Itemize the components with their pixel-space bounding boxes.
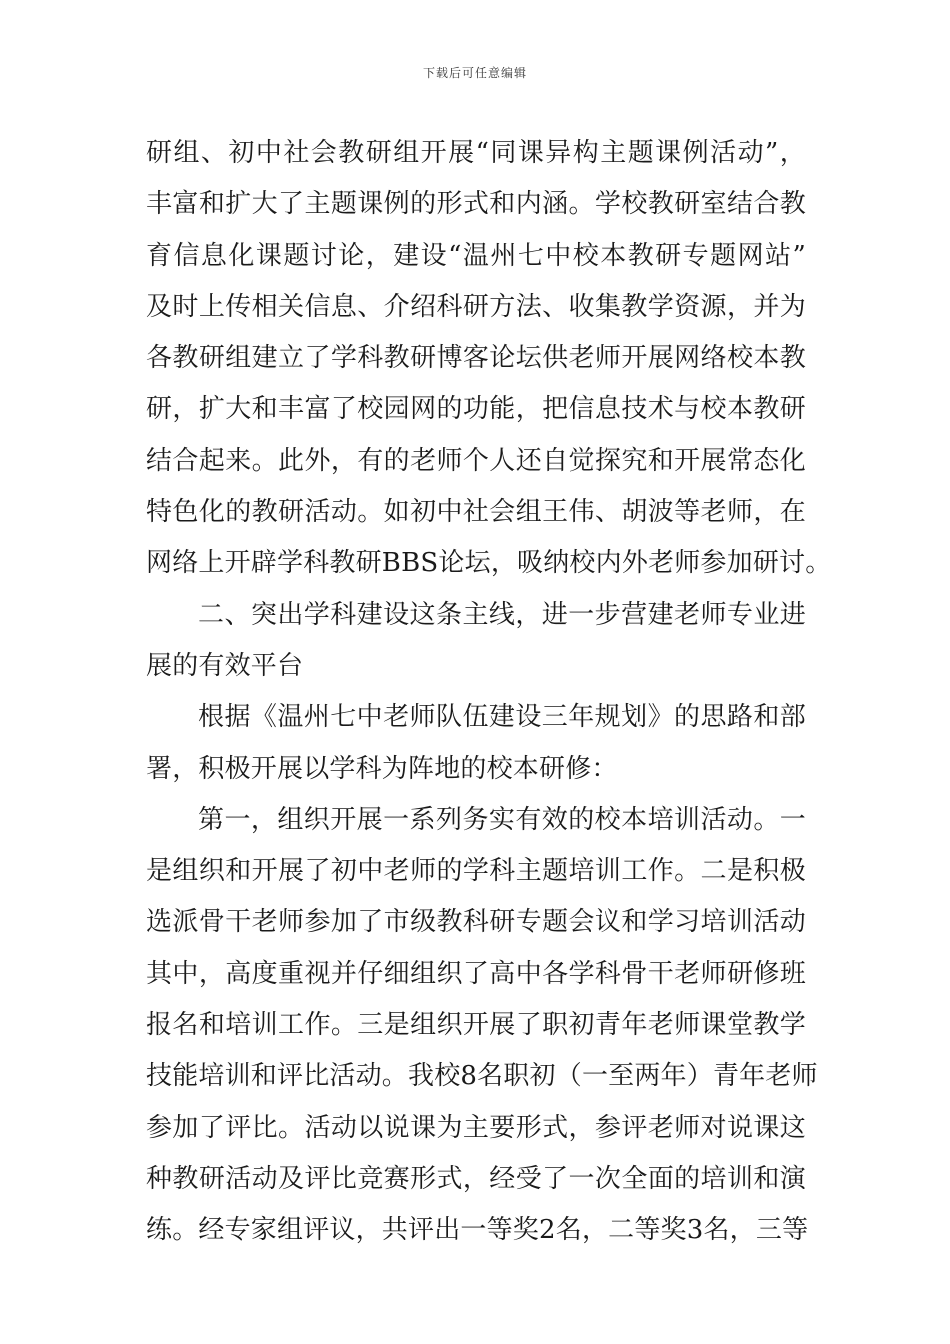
text-line: 展的有效平台: [146, 650, 304, 681]
text-line: 根据《温州七中老师队伍建设三年规划》的思路和部: [198, 702, 806, 733]
page-header: 下载后可任意编辑: [422, 66, 527, 80]
text-line: 种教研活动及评比竞赛形式，经受了一次全面的培训和演: [146, 1163, 806, 1194]
text-line: 是组织和开展了初中老师的学科主题培训工作。二是积极: [146, 856, 806, 887]
text-line: 研，扩大和丰富了校园网的功能，把信息技术与校本教研: [146, 394, 806, 425]
text-line: 特色化的教研活动。如初中社会组王伟、胡波等老师，在: [146, 497, 806, 528]
text-line: 育信息化课题讨论，建设“温州七中校本教研专题网站”: [146, 240, 806, 271]
text-line: 及时上传相关信息、介绍科研方法、收集教学资源，并为: [146, 291, 806, 322]
text-line: 练。经专家组评议，共评出一等奖2名，二等奖3名，三等: [146, 1215, 809, 1246]
text-line: 研组、初中社会教研组开展“同课异构主题课例活动”，: [146, 138, 806, 168]
text-line: 署，积极开展以学科为阵地的校本研修：: [146, 753, 618, 784]
text-line: 二、突出学科建设这条主线，进一步营建老师专业进: [198, 599, 806, 630]
text-line: 网络上开辟学科教研BBS论坛，吸纳校内外老师参加研讨。: [146, 548, 832, 579]
text-line: 结合起来。此外，有的老师个人还自觉探究和开展常态化: [146, 445, 806, 476]
text-line: 各教研组建立了学科教研博客论坛供老师开展网络校本教: [146, 343, 806, 374]
document-body: [146, 128, 832, 1257]
text-line: 丰富和扩大了主题课例的形式和内涵。学校教研室结合教: [146, 189, 806, 220]
text-line: 技能培训和评比活动。我校8名职初（一至两年）青年老师: [146, 1061, 818, 1092]
text-line: 第一，组织开展一系列务实有效的校本培训活动。一: [198, 804, 806, 835]
text-line: 参加了评比。活动以说课为主要形式，参评老师对说课这: [146, 1112, 806, 1143]
text-line: 其中，高度重视并仔细组织了高中各学科骨干老师研修班: [146, 958, 806, 989]
text-line: 选派骨干老师参加了市级教科研专题会议和学习培训活动: [146, 907, 806, 938]
text-line: 报名和培训工作。三是组织开展了职初青年老师课堂教学: [146, 1010, 806, 1041]
